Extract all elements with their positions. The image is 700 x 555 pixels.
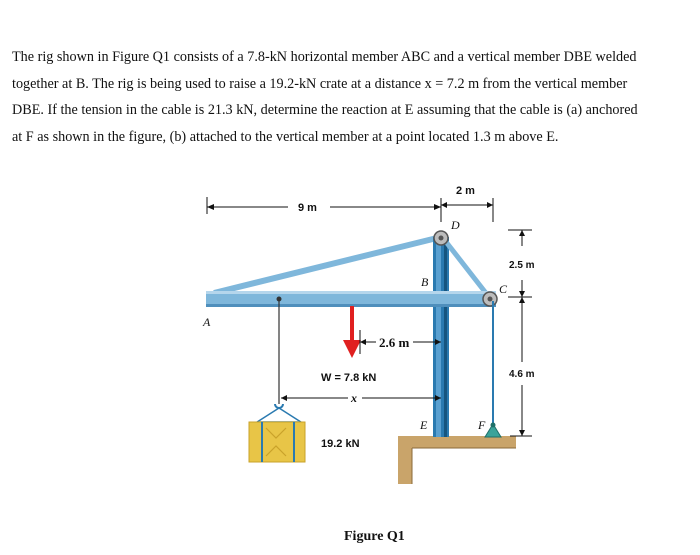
label-e: E: [420, 418, 428, 432]
problem-line-2: together at B. The rig is being used to raise a 19.2-kN crate at a distance x = 7.2 m from the vertical member: [12, 75, 628, 92]
weight-arrow: [343, 306, 361, 358]
dim-2-5m-label: 2.5 m: [509, 260, 535, 271]
dimension-vertical: [508, 230, 535, 436]
problem-line-1: The rig shown in Figure Q1 consists of a 7.8-kN horizontal member ABC and a vertical member DBE welded: [12, 49, 637, 65]
crate-weight-label: 19.2 kN: [321, 438, 360, 450]
horizontal-member-abc: [206, 291, 496, 307]
vertical-member-dbe: [433, 237, 449, 437]
pulley-c: [483, 292, 497, 306]
label-c: C: [499, 282, 508, 296]
cable-dc: [443, 238, 489, 297]
dimension-9m: [207, 197, 441, 214]
dim-2-6m-label: 2.6 m: [379, 335, 410, 350]
pulley-d: [434, 231, 448, 245]
ground: [398, 436, 516, 484]
dimension-2-6m: [360, 330, 441, 354]
dim-9m-label: 9 m: [298, 202, 317, 214]
dim-x-label: x: [351, 391, 357, 405]
label-b: B: [421, 275, 429, 289]
dim-4-6m-label: 4.6 m: [509, 369, 535, 380]
support-f: [485, 423, 501, 438]
inclined-cable: [214, 237, 441, 293]
label-d: D: [451, 218, 460, 232]
weight-label: W = 7.8 kN: [321, 372, 377, 384]
problem-line-4: at F as shown in the figure, (b) attached to the vertical member at a point located 1.3 m above E.: [12, 128, 559, 145]
label-f: F: [478, 418, 486, 432]
dim-2m-label: 2 m: [456, 185, 475, 197]
figure-caption: Figure Q1: [344, 529, 405, 544]
problem-line-3: DBE. If the tension in the cable is 21.3 kN, determine the reaction at E assuming that the cable is (a) anchored: [12, 102, 638, 118]
dimension-x: [281, 391, 441, 405]
crate-cable: [254, 297, 304, 425]
dimension-2m: [441, 185, 493, 222]
crate: [249, 422, 305, 462]
label-a: A: [203, 315, 211, 329]
